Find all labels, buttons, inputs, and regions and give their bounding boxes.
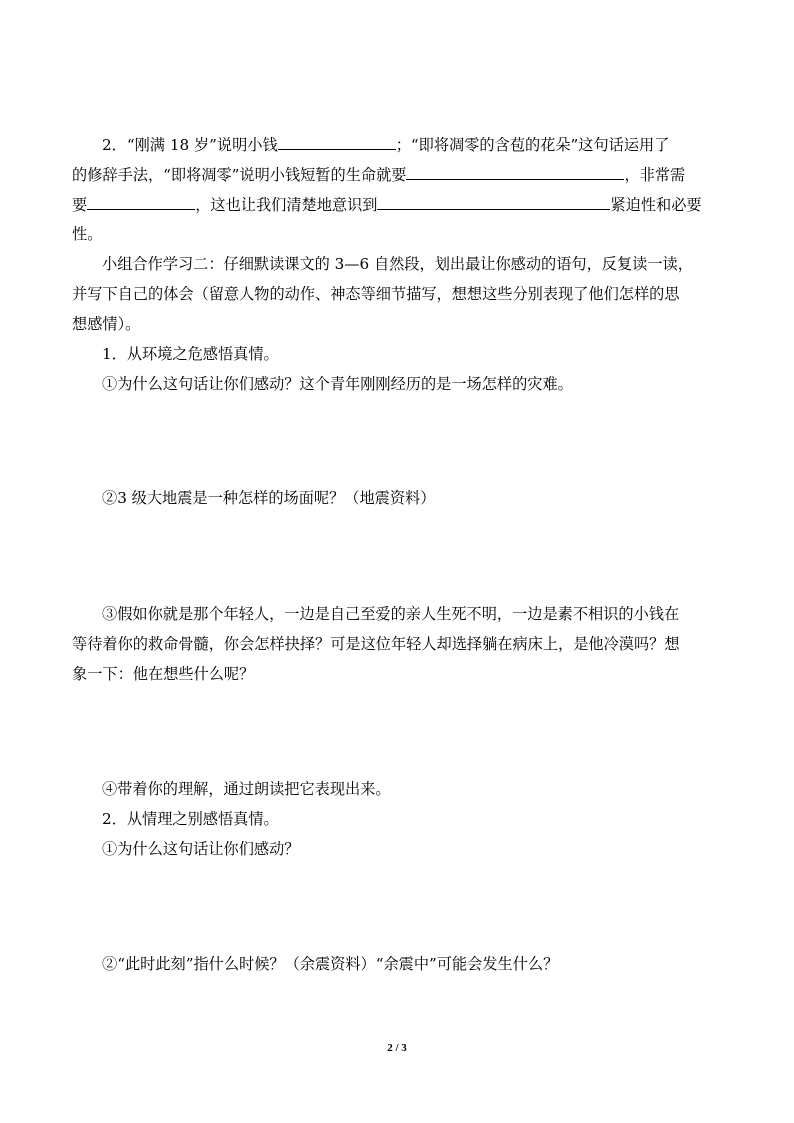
section-2-question-2: ②“此时此刻”指什么时候？（余震资料）“余震中”可能会发生什么？ [102, 955, 559, 973]
section-2-question-1: ①为什么这句话让你们感动？ [102, 840, 300, 858]
question-2-text-c: 的修辞手法，“即将凋零”说明小钱短暂的生命就要 [72, 166, 407, 184]
question-2-line-1 [102, 134, 754, 155]
answer-blank-3[interactable] [87, 194, 195, 210]
page-number: 2 / 3 [387, 1042, 407, 1054]
question-2-text-e: 要 [72, 196, 88, 214]
answer-blank-1[interactable] [278, 134, 396, 150]
section-1-question-2: ②3 级大地震是一种怎样的场面呢？（地震资料） [102, 489, 436, 507]
section-1-question-3-line-1: ③假如你就是那个年轻人，一边是自己至爱的亲人生死不明，一边是素不相识的小钱在 [102, 605, 680, 623]
section-1-question-4: ④带着你的理解，通过朗读把它表现出来。 [102, 780, 391, 798]
question-2-text-b: ；“即将凋零的含苞的花朵”这句话运用了 [395, 136, 670, 154]
group-study-line-2: 并写下自己的体会（留意人物的动作、神态等细节描写，想想这些分别表现了他们怎样的思 [72, 285, 680, 303]
question-2-line-2 [72, 164, 724, 185]
question-2-text-g: 紧迫性和必要 [610, 196, 702, 214]
question-2-line-3 [72, 194, 724, 215]
question-2-text-f: ，这也让我们清楚地意识到 [195, 196, 378, 214]
question-2-line-4: 性。 [72, 225, 103, 243]
group-study-line-3: 想感情）。 [72, 315, 141, 333]
section-1-heading: 1．从环境之危感悟真情。 [102, 345, 279, 363]
question-2-text-a: 2．“刚满 18 岁”说明小钱 [102, 136, 278, 154]
section-1-question-3-line-2: 等待着你的救命骨髓，你会怎样抉择？可是这位年轻人却选择躺在病床上，是他冷漠吗？想 [72, 635, 680, 653]
section-1-question-1: ①为什么这句话让你们感动？这个青年刚刚经历的是一场怎样的灾难。 [102, 375, 573, 393]
section-1-question-3-line-3: 象一下：他在想些什么呢？ [72, 665, 255, 683]
group-study-line-1: 小组合作学习二：仔细默读课文的 3—6 自然段，划出最让你感动的语句，反复读一读， [102, 255, 693, 273]
answer-blank-2[interactable] [406, 164, 624, 180]
question-2-text-d: ，非常需 [624, 166, 686, 184]
answer-blank-4[interactable] [377, 194, 610, 210]
section-2-heading: 2．从情理之别感悟真情。 [102, 810, 279, 828]
